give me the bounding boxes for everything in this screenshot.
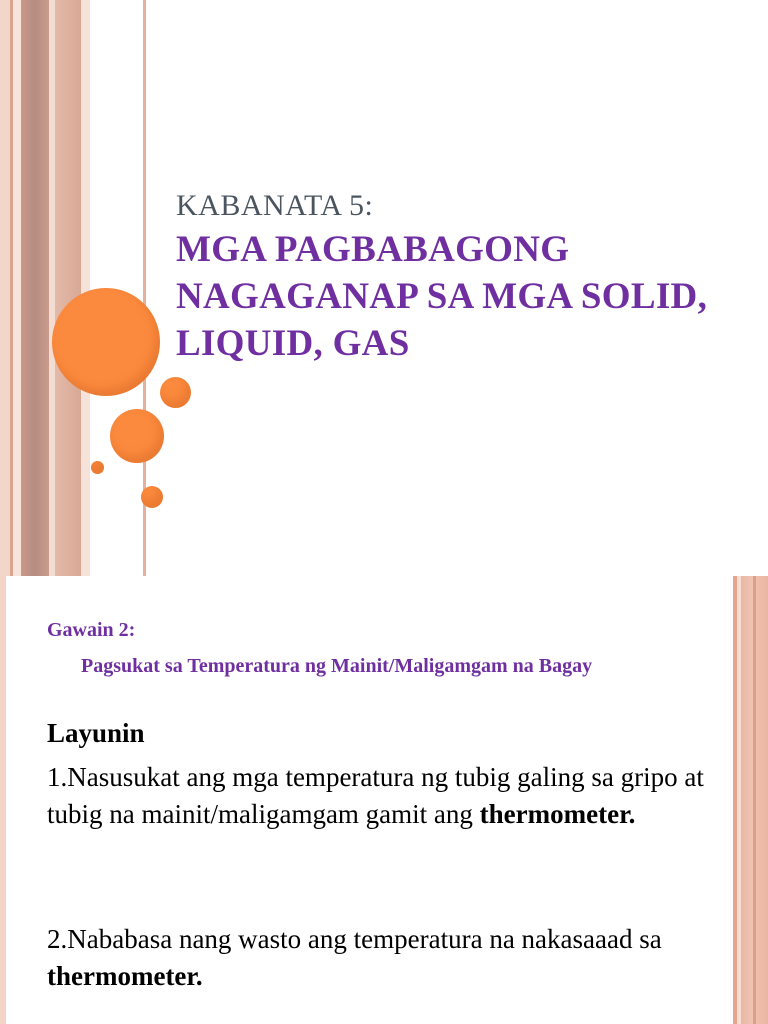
activity-description: Pagsukat sa Temperatura ng Mainit/Maligamgam na Bagay: [81, 655, 593, 677]
decorative-circle-small: [160, 377, 191, 408]
decorative-stripe: [81, 0, 90, 576]
objective-keyword: thermometer.: [47, 961, 203, 991]
decorative-circle-large: [52, 288, 160, 396]
slide-main-title: MGA PAGBABAGONG NAGAGANAP SA MGA SOLID, LIQUID, GAS: [176, 229, 708, 364]
decorative-circle-tiny: [91, 461, 104, 474]
activity-title: Gawain 2:: [47, 619, 136, 641]
decorative-circle-small: [141, 486, 163, 508]
decorative-stripe: [55, 0, 81, 576]
objective-text: 1.Nasusukat ang mga temperatura ng tubig galing sa gripo at tubig na mainit/maligamgam gamit ang: [47, 762, 704, 829]
objective-text: 2.Nababasa nang wasto ang temperatura na nakasaaad sa: [47, 924, 662, 954]
decorative-stripe: [13, 0, 21, 576]
decorative-stripe: [0, 0, 10, 576]
chapter-label: KABANATA 5:: [176, 189, 374, 222]
objective-item: [47, 921, 727, 995]
decorative-stripe: [21, 0, 49, 576]
decorative-stripe: [0, 576, 6, 1024]
objectives-heading: Layunin: [47, 718, 145, 748]
slide-activity: [0, 576, 768, 1024]
objective-keyword: thermometer.: [479, 799, 636, 829]
decorative-circle-medium: [110, 409, 164, 463]
decorative-stripe: [753, 576, 756, 1024]
objective-item: [47, 759, 727, 833]
